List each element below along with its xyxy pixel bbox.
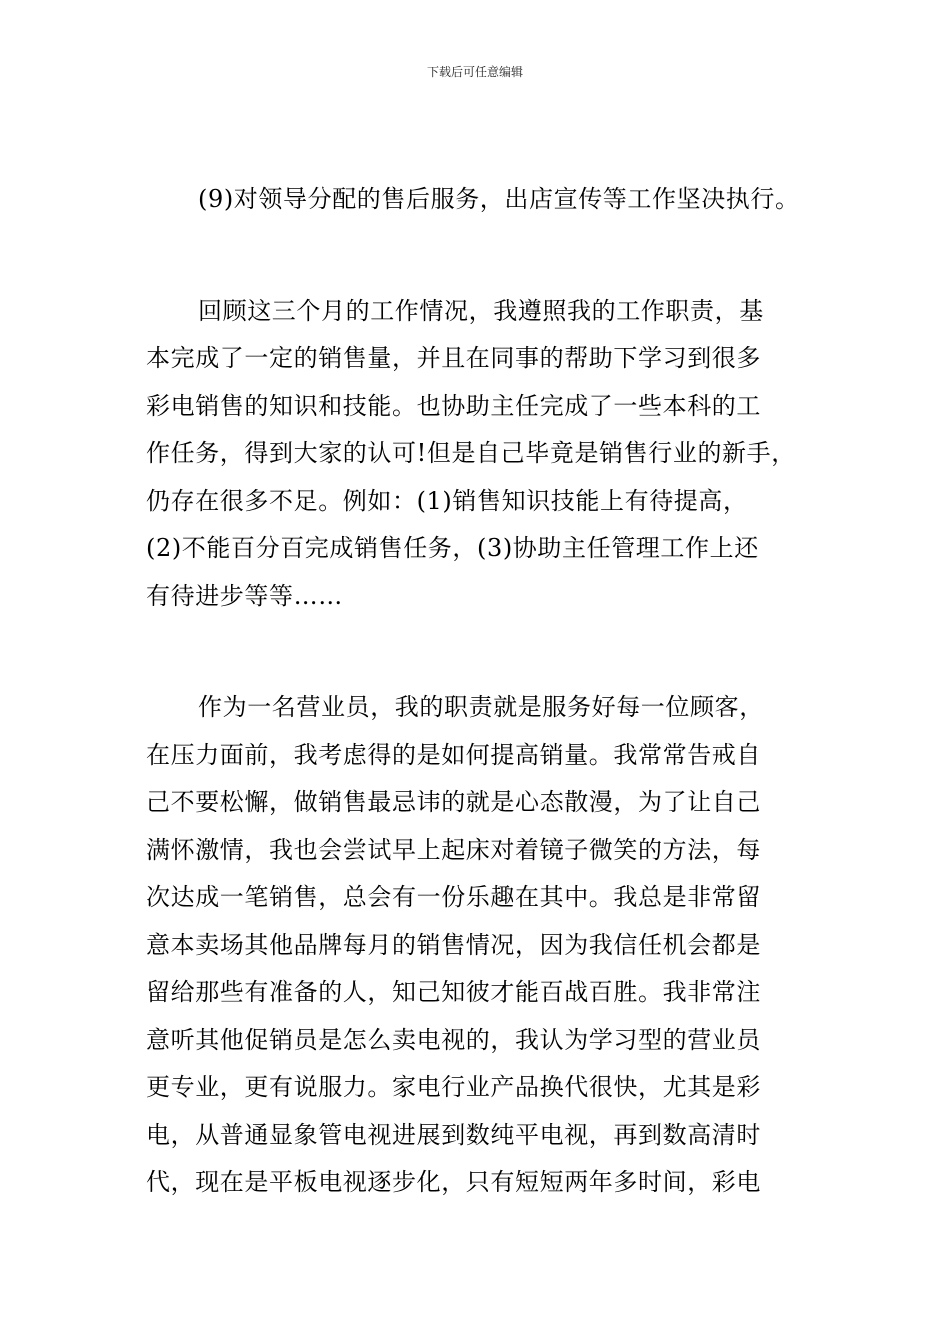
paragraph-line: 留给那些有准备的人，知己知彼才能百战百胜。我非常注 xyxy=(146,978,761,1006)
paragraph-line: 有待进步等等…… xyxy=(146,581,343,610)
document-body xyxy=(146,176,816,1207)
paragraph-salesperson xyxy=(146,684,816,1207)
paragraph-line: (9)对领导分配的售后服务，出店宣传等工作坚决执行。 xyxy=(198,185,800,213)
paragraph-line: 在压力面前，我考虑得的是如何提高销量。我常常告戒自 xyxy=(146,740,761,769)
paragraph-gap xyxy=(146,620,816,684)
paragraph-gap xyxy=(146,224,816,288)
paragraph-duty-9 xyxy=(146,176,816,224)
paragraph-line: 次达成一笔销售，总会有一份乐趣在其中。我总是非常留 xyxy=(146,883,761,911)
paragraph-line: 己不要松懈，做销售最忌讳的就是心态散漫，为了让自己 xyxy=(146,788,761,816)
paragraph-line: 本完成了一定的销售量，并且在同事的帮助下学习到很多 xyxy=(146,344,761,372)
paragraph-line: 电，从普通显象管电视进展到数纯平电视，再到数高清时 xyxy=(146,1120,761,1149)
paragraph-line: 满怀激情，我也会尝试早上起床对着镜子微笑的方法，每 xyxy=(146,835,761,864)
paragraph-line: 作为一名营业员，我的职责就是服务好每一位顾客， xyxy=(198,693,764,721)
paragraph-line: 意听其他促销员是怎么卖电视的，我认为学习型的营业员 xyxy=(146,1025,761,1054)
paragraph-line: 仍存在很多不足。例如：(1)销售知识技能上有待提高， xyxy=(146,486,748,515)
paragraph-line: 回顾这三个月的工作情况，我遵照我的工作职责，基 xyxy=(198,296,764,325)
paragraph-line: 作任务，得到大家的认可!但是自己毕竟是销售行业的新手， xyxy=(146,439,796,467)
paragraph-line: 代，现在是平板电视逐步化，只有短短两年多时间，彩电 xyxy=(146,1168,761,1196)
page-header-note: 下载后可任意编辑 xyxy=(426,65,523,79)
paragraph-review xyxy=(146,288,816,621)
paragraph-line: 意本卖场其他品牌每月的销售情况，因为我信任机会都是 xyxy=(146,930,761,959)
paragraph-line: 更专业，更有说服力。家电行业产品换代很快，尤其是彩 xyxy=(146,1073,761,1101)
paragraph-line: 彩电销售的知识和技能。也协助主任完成了一些本科的工 xyxy=(146,391,761,420)
paragraph-line: (2)不能百分百完成销售任务，(3)协助主任管理工作上还 xyxy=(146,534,759,562)
